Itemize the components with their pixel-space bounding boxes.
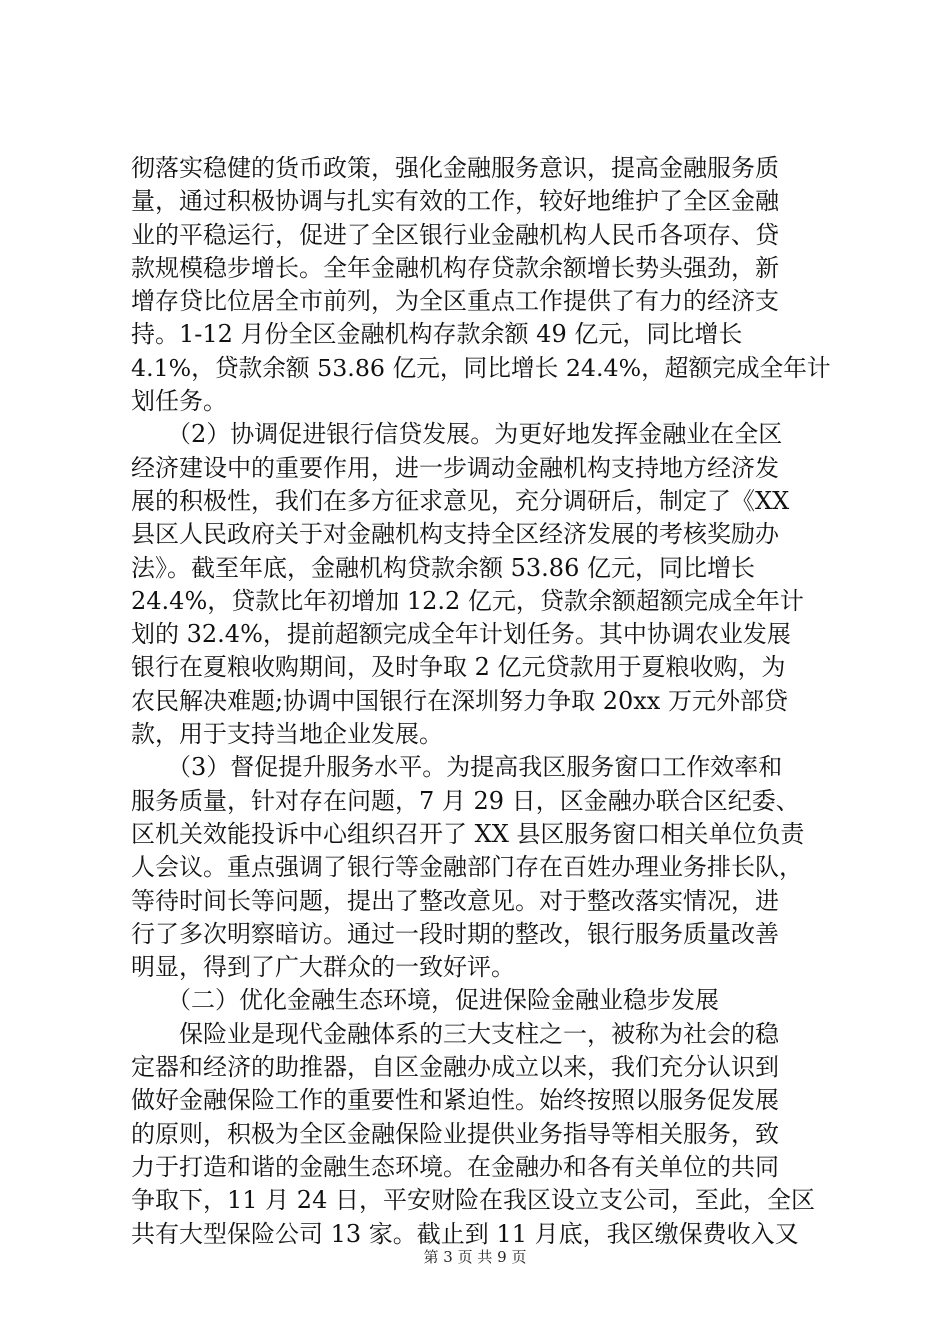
text-line: 展的积极性，我们在多方征求意见，充分调研后，制定了《XX [131, 486, 790, 515]
text-line: 明显，得到了广大群众的一致好评。 [131, 953, 515, 982]
text-line: 定器和经济的助推器，自区金融办成立以来，我们充分认识到 [131, 1053, 779, 1082]
text-line: 保险业是现代金融体系的三大支柱之一，被称为社会的稳 [131, 1019, 779, 1048]
text-line: （3）督促提升服务水平。为提高我区服务窗口工作效率和 [131, 753, 783, 782]
text-line: 4.1%，贷款余额 53.86 亿元，同比增长 24.4%，超额完成全年计 [131, 353, 831, 382]
text-line: （二）优化金融生态环境，促进保险金融业稳步发展 [131, 986, 719, 1015]
text-line: 增存贷比位居全市前列，为全区重点工作提供了有力的经济支 [131, 287, 779, 316]
text-line: 区机关效能投诉中心组织召开了 XX 县区服务窗口相关单位负责 [131, 819, 805, 848]
text-line: 量，通过积极协调与扎实有效的工作，较好地维护了全区金融 [131, 187, 779, 216]
text-line: （2）协调促进银行信贷发展。为更好地发挥金融业在全区 [131, 420, 783, 449]
page-footer: 第 3 页 共 9 页 [423, 1248, 527, 1266]
text-line: 业的平稳运行，促进了全区银行业金融机构人民币各项存、贷 [131, 220, 779, 249]
text-line: 划的 32.4%，提前超额完成全年计划任务。其中协调农业发展 [131, 620, 791, 649]
text-line: 人会议。重点强调了银行等金融部门存在百姓办理业务排长队， [131, 853, 803, 882]
text-line: 经济建设中的重要作用，进一步调动金融机构支持地方经济发 [131, 453, 779, 482]
text-line: 法》。截至年底，金融机构贷款余额 53.86 亿元，同比增长 [131, 553, 755, 582]
text-line: 的原则，积极为全区金融保险业提供业务指导等相关服务，致 [131, 1119, 779, 1148]
text-line: 彻落实稳健的货币政策，强化金融服务意识，提高金融服务质 [131, 154, 779, 182]
text-line: 争取下，11 月 24 日，平安财险在我区设立支公司，至此，全区 [131, 1186, 815, 1215]
text-line: 县区人民政府关于对金融机构支持全区经济发展的考核奖励办 [131, 520, 779, 549]
text-line: 共有大型保险公司 13 家。截止到 11 月底，我区缴保费收入又 [131, 1219, 799, 1248]
text-line: 持。1-12 月份全区金融机构存款余额 49 亿元，同比增长 [131, 320, 743, 349]
text-line: 服务质量，针对存在问题，7 月 29 日，区金融办联合区纪委、 [131, 786, 800, 815]
text-line: 做好金融保险工作的重要性和紧迫性。始终按照以服务促发展 [131, 1086, 779, 1115]
text-line: 24.4%，贷款比年初增加 12.2 亿元，贷款余额超额完成全年计 [131, 586, 804, 615]
text-line: 行了多次明察暗访。通过一段时期的整改，银行服务质量改善 [131, 919, 779, 948]
document-body [131, 152, 831, 1251]
text-line: 款规模稳步增长。全年金融机构存贷款余额增长势头强劲，新 [131, 253, 779, 282]
text-line: 等待时间长等问题，提出了整改意见。对于整改落实情况，进 [131, 886, 779, 915]
text-line: 划任务。 [131, 387, 227, 416]
text-line: 银行在夏粮收购期间，及时争取 2 亿元贷款用于夏粮收购，为 [131, 653, 786, 682]
text-line: 款，用于支持当地企业发展。 [131, 720, 443, 749]
text-line: 农民解决难题;协调中国银行在深圳努力争取 20xx 万元外部贷 [131, 686, 788, 715]
text-line: 力于打造和谐的金融生态环境。在金融办和各有关单位的共同 [131, 1152, 779, 1181]
